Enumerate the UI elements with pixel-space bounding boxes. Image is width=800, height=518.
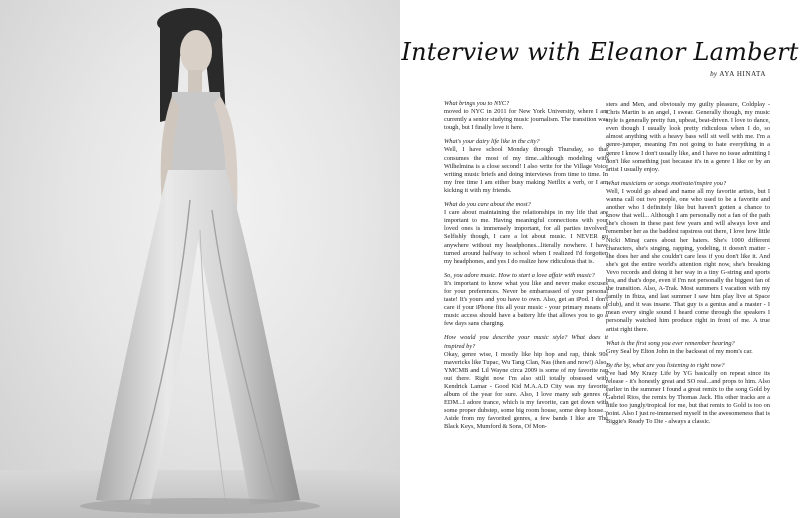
question: What's your dairy life like in the city? <box>444 138 540 146</box>
article-page <box>400 0 800 518</box>
byline-author: AYA HINATA <box>719 70 766 78</box>
answer: I've had My Krazy Life by YG basically on repeat since its release - it's honestly great and SO real...and props to him. Also earlier in the summer I found a great remix to the song Gold by Gabriel Rios, the remix by Thomas Jack. His other tracks are a little too jungly/tropical for me, but that remix to Gold is too on point. Also I just re-immersed myself in the awesomeness that is Biggie's Ready To Die - always a classic. <box>606 369 770 426</box>
answer: It's important to know what you like and never make excuses for your preferences. Never be embarrassed of your personal taste! It's yours and you have to own. Also, get an iPod. I don't care if your iPhone fits all your music - your primary means of music access should have a battery life that allows you to go a few days sans charging. <box>444 279 608 328</box>
byline-prefix: by <box>710 70 718 78</box>
question: By the by, what are you listening to right now? <box>606 361 725 369</box>
question: So, you adore music. How to start a love affair with music? <box>444 271 595 279</box>
question: What brings you to NYC? <box>444 100 510 107</box>
article-title: Interview with Eleanor Lambert <box>401 38 799 66</box>
question: How would you describe your music style? What does it inspired by? <box>444 334 608 350</box>
answer: Well, I would go ahead and name all my favorite artists, but I wanna call out two people, one who used to be a favorite and another who I definitely like but haven't gotten a chance to know that well... Although I am personally not a fan of the path she's chosen in these past few years and will always love and remember her as the baddest rapstress out there, I love how little Nicki Minaj cares about her haters. She's 1000 different characters, she's singing, rapping, yodeling, it doesn't matter - she does her and she couldn't care less if you don't like it. And she's got the entire world's attention right now, she's breaking Vevo records and doing it her way in a tiny G-string and sports bra, and that's dope, even if I'm not personally the biggest fan of the transition. Also, A-Trak. Most summers I vacation with my family in Ibiza, and last summer I saw him play live at Space (club), and it was insane. That guy is a genius and a master - I mean every single sound I heard come through the speakers I personally watched him produce right in front of me. A true artist right there. <box>606 187 770 333</box>
question: What do you care about the most? <box>444 201 531 209</box>
article-column-right <box>606 101 770 433</box>
answer: Grey Seal by Elton John in the backseat of my mom's car. <box>606 347 753 355</box>
article-column-left <box>444 100 608 438</box>
answer: moved to NYC in 2011 for New York University, where I am currently a senior studying music journalism. The transition was tough, but I finally love it here. <box>444 108 608 132</box>
answer: I care about maintaining the relationships in my life that are important to me. Having meaningful connections with your loved ones is immensely important, for all parties involved! Selfishly though, I care a lot about music. I NEVER go anywhere without my headphones...literally nowhere. I have turned around halfway to school when I realized I'd forgotten my headphones, and yes I do realize how ridiculous that is. <box>444 209 608 265</box>
answer-continued: sters and Men, and obviously my guilty pleasure, Coldplay - Chris Martin is an angel, I swear. Generally though, my music style is generally pretty fun, upbeat, beat-driven. I love to dance, even though I usually look pretty ridiculous when I do, so almost anything with a heavy bass will sit well with me. I'm a genre-jumper, meaning I'm not going to hate everything in a genre I know I don't usually like, and I have no issue admitting I don't like something just because it's in a genre I like or by an artist I usually enjoy. <box>606 101 770 173</box>
question: What is the first song you ever remember hearing? <box>606 339 735 347</box>
byline <box>710 70 766 78</box>
question: What musicians or songs motivate/inspire you? <box>606 179 727 187</box>
answer: Okay, genre wise, I mostly like hip hop and rap, think 90s mavericks like Tupac, Wu Tang Clan, Nas (then and now!) Also, YMCMB and Lil Wayne circa 2009 is some of my favorite rap out there. Right now I'm also still totally obsessed with Kendrick Lamar - Good Kid M.A.A.D City was my favorite album of the year for sure. Also, I love many sub genres of EDM...I adore trance, which is my favorite, can get down with some proper dubstep, some big room house, some deep house... Aside from my favorited genres, a few bands I like are The Black Keys, Mumford & Sons, Of Mon- <box>444 350 608 431</box>
answer: Well, I have school Monday through Thursday, so that consumes the most of my time...although modeling with Wilhelmina is a close second! I also write for the Village Voice writing music briefs and doing interviews from time to time. In my free time I am either busy making Netflix a verb, or I am kicking it with my friends. <box>444 146 608 194</box>
